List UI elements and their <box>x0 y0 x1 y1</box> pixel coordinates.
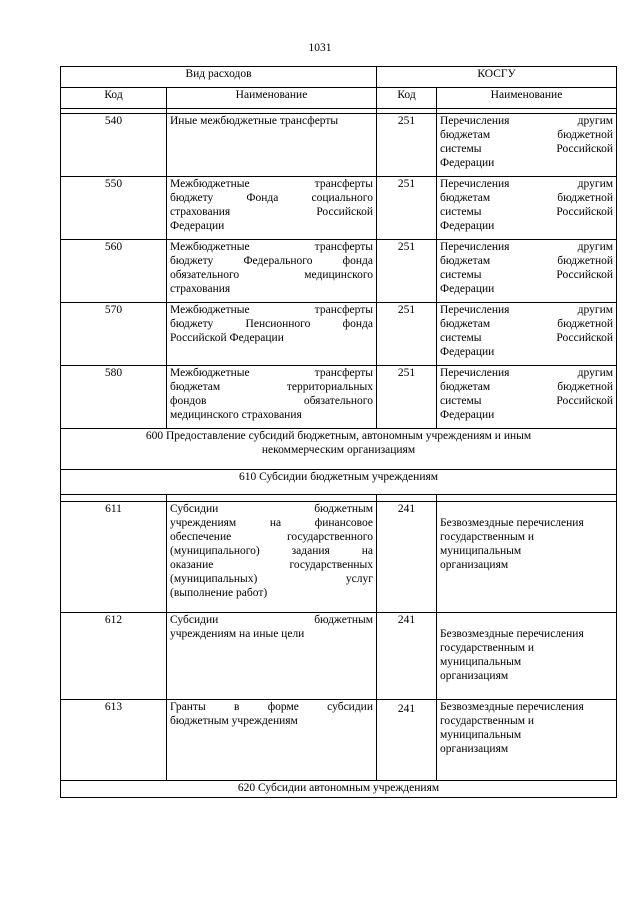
row-kosgu-code: 241 <box>377 502 437 613</box>
row-kosgu-code: 241 <box>377 613 437 700</box>
section-610-heading: 610 Субсидии бюджетным учреждениям <box>61 470 617 495</box>
row-kosgu-code: 251 <box>377 114 437 177</box>
row-code: 613 <box>61 700 167 781</box>
row-name-line: Федерации <box>170 220 225 232</box>
row-kosgu-name <box>437 366 617 429</box>
row-name-line: бюджетным учреждениям <box>170 715 298 727</box>
table-row <box>61 613 617 700</box>
row-kosgu-name-line: муниципальным <box>440 545 522 557</box>
row-code: 570 <box>61 303 167 366</box>
kosgu-header: КОСГУ <box>377 67 617 88</box>
row-name <box>167 700 377 781</box>
row-kosgu-name-line: Перечисления другим <box>440 115 614 127</box>
row-kosgu-name-line: муниципальным <box>440 656 522 668</box>
section-610-row <box>61 470 617 495</box>
row-name-line: обеспечение государственного <box>170 531 373 543</box>
row-code: 550 <box>61 177 167 240</box>
row-kosgu-name-line: Федерации <box>440 346 495 358</box>
page-number: 1031 <box>308 42 332 54</box>
row-kosgu-name-line: бюджетам бюджетной <box>440 381 614 393</box>
row-kosgu-code: 251 <box>377 240 437 303</box>
row-kosgu-name-line: Перечисления другим <box>440 178 614 190</box>
row-name-line: страхования <box>170 283 231 295</box>
row-name-line: медицинского страхования <box>170 409 302 421</box>
row-kosgu-name-line: Безвозмездные перечисления <box>440 517 584 529</box>
section-600-row <box>61 429 617 470</box>
row-kosgu-name-line: системы Российской <box>440 332 614 344</box>
table-row <box>61 502 617 613</box>
row-code: 560 <box>61 240 167 303</box>
row-name-line: (муниципальных) услуг <box>170 573 373 585</box>
row-code: 580 <box>61 366 167 429</box>
row-name-line: бюджету Пенсионного фонда <box>170 318 373 330</box>
section-610-gap-row <box>61 495 617 502</box>
table-row <box>61 303 617 366</box>
row-kosgu-code: 251 <box>377 303 437 366</box>
row-kosgu-name-line: Перечисления другим <box>440 241 614 253</box>
table-row <box>61 366 617 429</box>
row-kosgu-name-line: бюджетам бюджетной <box>440 192 614 204</box>
row-name-line: обязательного медицинского <box>170 269 373 281</box>
row-name-line: Иные межбюджетные трансферты <box>170 115 339 127</box>
expense-type-header: Вид расходов <box>61 67 377 88</box>
expense-classification-table <box>60 66 617 798</box>
code-column-header: Код <box>61 88 167 109</box>
row-name-line: бюджету Федерального фонда <box>170 255 373 267</box>
row-name <box>167 366 377 429</box>
name-column-header: Наименование <box>167 88 377 109</box>
row-kosgu-code: 251 <box>377 177 437 240</box>
kosgu-name-column-header: Наименование <box>437 88 617 109</box>
row-name-line: учреждениям на финансовое <box>170 517 373 529</box>
row-name-line: Межбюджетные трансферты <box>170 304 373 316</box>
row-name-line: учреждениям на иные цели <box>170 628 305 640</box>
row-kosgu-name-line: бюджетам бюджетной <box>440 255 614 267</box>
table-column-header-row <box>61 88 617 109</box>
row-name <box>167 502 377 613</box>
row-kosgu-name-line: системы Российской <box>440 206 614 218</box>
row-code: 612 <box>61 613 167 700</box>
subsidy-rows <box>61 502 617 781</box>
row-kosgu-name-line: организациям <box>440 559 509 571</box>
row-kosgu-name-line: государственным и <box>440 715 535 727</box>
row-name <box>167 114 377 177</box>
table-group-header-row <box>61 67 617 88</box>
row-kosgu-name <box>437 240 617 303</box>
transfer-rows <box>61 114 617 429</box>
row-kosgu-name-line: организациям <box>440 743 509 755</box>
row-name-line: (муниципального) задания на <box>170 545 373 557</box>
row-kosgu-name-line: Федерации <box>440 409 495 421</box>
table-row <box>61 700 617 781</box>
section-600-heading <box>61 429 617 470</box>
table-row <box>61 240 617 303</box>
section-600-line2: некоммерческим организациям <box>261 444 416 456</box>
row-code: 540 <box>61 114 167 177</box>
section-600-line1: 600 Предоставление субсидий бюджетным, автономным учреждениям и иным <box>145 430 532 442</box>
table-row <box>61 177 617 240</box>
row-name-line: Российской Федерации <box>170 332 284 344</box>
row-kosgu-name-line: системы Российской <box>440 269 614 281</box>
row-name-line: (выполнение работ) <box>170 587 268 599</box>
kosgu-code-column-header: Код <box>377 88 437 109</box>
row-name-line: фондов обязательного <box>170 395 373 407</box>
row-kosgu-code: 241 <box>377 700 437 781</box>
row-kosgu-name-line: Перечисления другим <box>440 367 614 379</box>
row-kosgu-name <box>437 502 617 613</box>
row-name <box>167 177 377 240</box>
row-kosgu-code: 251 <box>377 366 437 429</box>
row-name-line: бюджету Фонда социального <box>170 192 373 204</box>
section-620-heading: 620 Субсидии автономным учреждениям <box>61 781 617 798</box>
row-name-line: Гранты в форме субсидии <box>170 701 373 713</box>
table-row <box>61 114 617 177</box>
row-kosgu-name-line: Федерации <box>440 157 495 169</box>
row-name <box>167 240 377 303</box>
section-620-row <box>61 781 617 798</box>
row-kosgu-name-line: организациям <box>440 670 509 682</box>
row-kosgu-name-line: государственным и <box>440 531 535 543</box>
row-kosgu-name-line: государственным и <box>440 642 535 654</box>
row-kosgu-name-line: Федерации <box>440 283 495 295</box>
row-kosgu-name-line: системы Российской <box>440 395 614 407</box>
row-kosgu-name-line: бюджетам бюджетной <box>440 129 614 141</box>
row-code: 611 <box>61 502 167 613</box>
row-kosgu-name <box>437 114 617 177</box>
row-kosgu-name <box>437 613 617 700</box>
row-name-line: Межбюджетные трансферты <box>170 241 373 253</box>
row-name <box>167 613 377 700</box>
row-name-line: Межбюджетные трансферты <box>170 178 373 190</box>
row-name-line: Субсидии бюджетным <box>170 503 373 515</box>
row-kosgu-name <box>437 700 617 781</box>
row-name <box>167 303 377 366</box>
row-kosgu-name-line: Безвозмездные перечисления <box>440 701 584 713</box>
row-kosgu-name-line: системы Российской <box>440 143 614 155</box>
row-name-line: Межбюджетные трансферты <box>170 367 373 379</box>
row-kosgu-name-line: Безвозмездные перечисления <box>440 628 584 640</box>
row-kosgu-name <box>437 303 617 366</box>
row-kosgu-name-line: бюджетам бюджетной <box>440 318 614 330</box>
row-name-line: Субсидии бюджетным <box>170 614 373 626</box>
row-kosgu-name-line: Перечисления другим <box>440 304 614 316</box>
row-name-line: оказание государственных <box>170 559 373 571</box>
row-name-line: бюджетам территориальных <box>170 381 373 393</box>
row-kosgu-name-line: муниципальным <box>440 729 522 741</box>
row-name-line: страхования Российской <box>170 206 373 218</box>
row-kosgu-name <box>437 177 617 240</box>
row-kosgu-name-line: Федерации <box>440 220 495 232</box>
